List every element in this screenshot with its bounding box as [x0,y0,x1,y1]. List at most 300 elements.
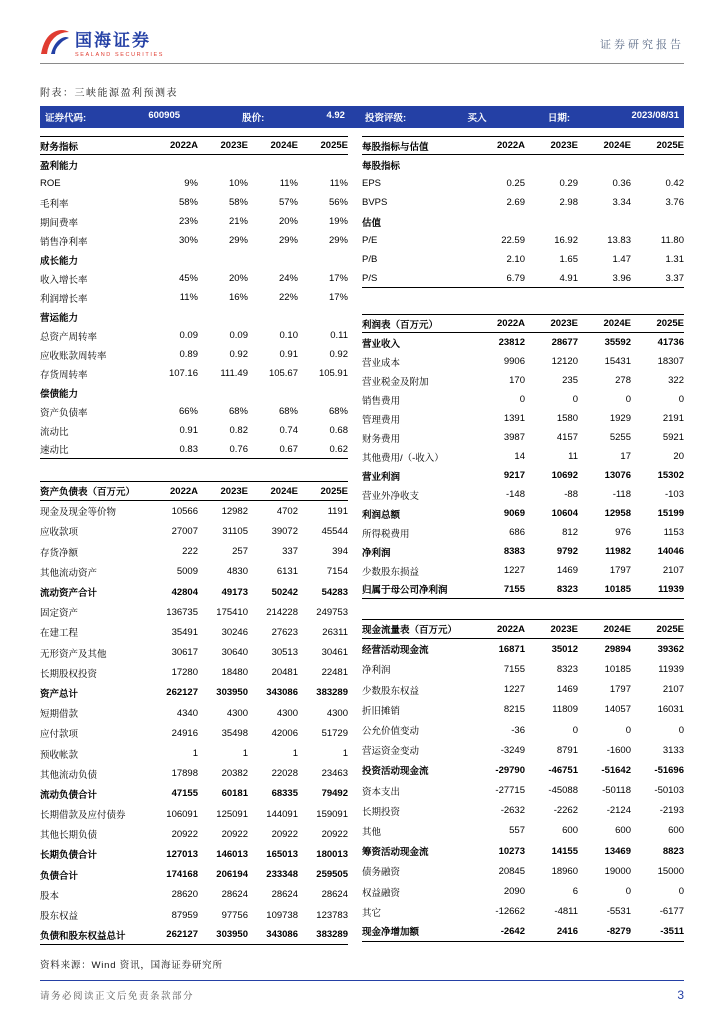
cell-value: -118 [612,489,631,500]
column-header: 2023E [220,485,248,497]
cell-value: 146013 [216,848,248,860]
brand-text [75,26,164,58]
cell-value: 8323 [556,583,578,595]
cell-value: 0 [625,886,631,898]
cell-value: 27007 [171,525,198,537]
row-label: 债务融资 [362,867,401,879]
row-label: P/B [362,254,378,265]
table-row [40,364,348,383]
cell-value: 58% [178,197,198,208]
row-label: 筹资活动现金流 [362,847,429,859]
cell-value: 22481 [321,667,348,679]
column-header: 2022A [497,623,525,635]
row-label: 存货周转率 [40,369,88,381]
row-label: 营业成本 [362,357,401,369]
cell-value: 1797 [609,565,631,576]
cell-value: -46751 [548,764,578,776]
table-row [40,643,348,663]
cell-value: 15431 [604,356,631,367]
cell-value: 11.80 [660,235,684,246]
cell-value: 1929 [609,413,631,424]
cell-value: 27623 [271,626,298,638]
table-row [40,345,348,364]
cell-value: 109738 [266,909,298,921]
row-label: 少数股东损益 [362,566,420,578]
cell-value: 10% [228,178,248,189]
page-footer [40,980,684,1003]
cell-value: 11 [568,451,578,462]
cell-value: 29% [328,235,348,246]
cell-value: 20922 [221,828,248,840]
cell-value: 60181 [221,788,248,800]
cell-value: 15302 [657,470,684,481]
row-label: 每股指标 [362,160,401,172]
cell-value: 13076 [604,470,631,481]
cell-value: -2642 [500,925,525,937]
cell-value: 1469 [556,565,578,576]
cell-value: 28624 [221,889,248,901]
disclaimer-note: 请务必阅读正文后免责条款部分 [40,991,195,1002]
cell-value: -2193 [659,805,684,817]
cell-value: 136735 [166,606,198,618]
cell-value: 3133 [662,744,684,756]
table-header-row [40,481,348,501]
cell-value: 170 [509,375,525,386]
date-value: 2023/08/31 [631,110,679,121]
column-header: 2025E [320,485,348,497]
cell-value: 30461 [321,647,348,659]
cell-value: 180013 [316,848,348,860]
row-label: 权益融资 [362,887,401,899]
stock-price-value: 4.92 [326,110,345,121]
row-label: 期间费率 [40,217,79,229]
row-label: 偿债能力 [40,388,79,400]
cell-value: 0 [678,886,684,898]
row-label: 应收账款周转率 [40,350,107,362]
cell-value: -148 [505,489,525,500]
right-column [362,136,684,971]
cell-value: -2262 [553,805,578,817]
cell-value: 28624 [321,889,348,901]
cell-value: 14057 [604,704,631,716]
cell-value: 24% [278,273,298,284]
row-label: ROE [40,178,61,189]
cell-value: 16031 [657,704,684,716]
column-header: 2025E [656,140,684,151]
cell-value: 3.34 [612,197,631,208]
table-row [362,580,684,599]
cell-value: -88 [564,489,578,500]
cell-value: -3511 [660,925,684,937]
table-row [362,409,684,428]
row-label: 存货净额 [40,547,79,559]
row-label: 折旧摊销 [362,705,401,717]
row-label: 营业利润 [362,471,401,483]
row-label: 长期投资 [362,806,401,818]
cell-value: -2124 [606,805,631,817]
table-row [40,824,348,844]
cell-value: -8279 [606,925,631,937]
table-row [40,288,348,307]
cell-value: 8323 [556,663,578,675]
cell-value: 68% [228,406,248,417]
cell-value: 1 [292,748,298,760]
cell-value: 28624 [271,889,298,901]
brand-logo [40,26,164,58]
table-row [40,562,348,582]
cell-value: 35498 [221,727,248,739]
cell-value: -1600 [606,744,631,756]
cell-value: 337 [282,546,298,558]
table-row [362,193,684,212]
column-header: 2025E [656,623,684,635]
column-header: 2024E [270,140,298,151]
column-header: 2023E [550,318,578,329]
table-row [362,639,684,659]
table-row [362,659,684,679]
cell-value: 3.76 [665,197,684,208]
cell-value: 14 [514,451,525,462]
row-label: 速动比 [40,445,69,456]
cell-value: 0 [625,394,631,405]
table-row [40,326,348,345]
cell-value: -36 [511,724,525,736]
cell-value: 10273 [498,845,525,857]
column-header: 2023E [550,623,578,635]
row-label: 负债和股东权益总计 [40,930,126,942]
table-row [40,622,348,642]
column-header: 2025E [320,140,348,151]
table-row [40,743,348,763]
table-row [40,865,348,885]
cell-value: 7155 [503,663,525,675]
footer-divider [40,980,684,982]
cell-value: 686 [509,527,525,538]
cell-value: 0.42 [665,178,684,189]
row-label: 财务费用 [362,433,401,445]
table-row [40,250,348,269]
table-row [40,925,348,945]
cell-value: 1797 [609,684,631,696]
cell-value: 105.91 [318,368,348,379]
cell-value: 1191 [327,505,348,517]
cell-value: 0.36 [612,178,631,189]
row-label: 少数股东权益 [362,685,420,697]
table-header-row [362,619,684,639]
table-row [362,352,684,371]
date-label: 日期: [547,113,571,124]
cell-value: -29790 [495,764,525,776]
cell-value: -6177 [659,906,684,918]
cell-value: 0.92 [329,349,348,360]
table-row [362,841,684,861]
rating-value: 买入 [467,113,487,124]
cell-value: 0.91 [279,349,298,360]
cell-value: 39362 [657,643,684,655]
cell-value: 4340 [176,707,198,719]
stock-code-value: 600905 [148,110,181,121]
cell-value: 30513 [271,647,298,659]
cell-value: 22.59 [501,235,525,246]
cell-value: 259505 [316,869,348,881]
cell-value: 383289 [316,687,348,699]
table-row [40,582,348,602]
row-label: 营业收入 [362,338,401,350]
row-label: 资产总计 [40,688,79,700]
cell-value: 20922 [271,828,298,840]
column-header: 2024E [603,318,631,329]
row-label: 投资活动现金流 [362,766,429,778]
cell-value: 66% [178,406,198,417]
cell-value: -45088 [548,785,578,797]
cell-value: 12982 [221,505,248,517]
info-bar-left [45,110,345,124]
row-label: 销售净利率 [40,236,88,248]
cell-value: 2107 [662,565,684,576]
cell-value: 20922 [171,828,198,840]
table-row [362,371,684,390]
cell-value: 6131 [276,566,298,578]
table-row [362,561,684,580]
row-label: 营业税金及附加 [362,376,429,388]
cell-value: 257 [232,546,248,558]
cell-value: 9792 [556,546,578,557]
cell-value: 303950 [216,687,248,699]
cell-value: 3.37 [665,272,684,284]
cell-value: 10185 [604,583,631,595]
cash-flow-table [362,619,684,942]
table-row [40,542,348,562]
cell-value: 206194 [216,869,248,881]
row-label: 资本支出 [362,786,401,798]
row-label: P/S [362,272,378,284]
cell-value: 8823 [662,845,684,857]
row-label: 流动负债合计 [40,789,98,801]
page-header [40,26,684,58]
cell-value: 15000 [657,865,684,877]
stock-price-label: 股价: [242,113,265,124]
cell-value: 58% [228,197,248,208]
cell-value: 2.69 [506,197,525,208]
cell-value: 87959 [171,909,198,921]
stock-code-label: 证券代码: [45,113,87,124]
row-label: 股东权益 [40,911,79,923]
table-row [362,740,684,760]
per-share-valuation-table [362,136,684,288]
cell-value: 5921 [662,432,684,443]
cell-value: 0.67 [279,443,298,455]
cell-value: 35592 [604,337,631,348]
cell-value: 11% [329,178,348,189]
cell-value: 20 [673,451,684,462]
cell-value: 16.92 [554,235,578,246]
cell-value: 235 [562,375,578,386]
table-row [40,402,348,421]
cell-value: 1391 [503,413,525,424]
cell-value: -50118 [602,785,631,797]
cell-value: 50242 [271,586,298,598]
cell-value: 4157 [556,432,578,443]
column-header: 2022A [497,140,525,151]
cell-value: 15199 [657,508,684,519]
table-row [362,447,684,466]
table-row [362,680,684,700]
rating-label: 投资评级: [365,113,407,124]
cell-value: 5009 [176,566,198,578]
table-row [40,602,348,622]
cell-value: 7155 [503,583,525,595]
table-header-row [362,136,684,155]
row-label: 长期股权投资 [40,668,98,680]
table-row [40,885,348,905]
row-label: 其他流动负债 [40,769,98,781]
table-row [40,723,348,743]
table-row [362,720,684,740]
cell-value: 24916 [171,727,198,739]
page-number: 3 [677,988,684,1002]
cell-value: -51696 [654,764,684,776]
cell-value: 6.79 [506,272,525,284]
table-row [40,764,348,784]
cell-value: -103 [664,489,684,500]
cell-value: 278 [615,375,631,386]
table-title: 每股指标与估值 [362,141,429,153]
cell-value: 45544 [321,525,348,537]
row-label: 现金净增加额 [362,927,420,939]
cell-value: -51642 [601,764,631,776]
row-label: 资产负债率 [40,407,88,419]
cell-value: 10185 [604,663,631,675]
cell-value: 68335 [271,788,298,800]
table-row [362,428,684,447]
table-row [362,174,684,193]
cell-value: 175410 [216,606,248,618]
table-row [40,307,348,326]
cell-value: 0.83 [179,443,198,455]
cell-value: 6 [572,886,578,898]
cell-value: 30640 [221,647,248,659]
cell-value: 23% [178,216,198,227]
cell-value: 28677 [551,337,578,348]
column-header: 2022A [497,318,525,329]
brand-logo-icon [40,29,70,55]
cell-value: 16871 [498,643,525,655]
cell-value: 11939 [658,583,684,595]
table-row [40,174,348,193]
column-header: 2025E [656,318,684,329]
row-label: 收入增长率 [40,274,88,286]
cell-value: 600 [615,825,631,837]
cell-value: 1.31 [665,254,684,265]
cell-value: 10566 [171,505,198,517]
cell-value: -27715 [495,785,525,797]
cell-value: 11% [179,292,198,303]
cell-value: 322 [668,375,684,386]
row-label: 长期负债合计 [40,850,98,862]
cell-value: 159091 [316,808,348,820]
column-header: 2022A [170,485,198,497]
cell-value: -2632 [500,805,525,817]
cell-value: 0 [519,394,525,405]
cell-value: 4.91 [559,272,578,284]
row-label: 其他费用/（-收入） [362,452,444,464]
cell-value: 0.74 [279,425,298,436]
row-label: 管理费用 [362,414,401,426]
cell-value: 0.76 [229,443,248,455]
row-label: 应付款项 [40,729,79,741]
row-label: 长期借款及应付债券 [40,810,126,822]
cell-value: -4811 [554,906,578,918]
cell-value: -3249 [500,744,525,756]
table-row [362,485,684,504]
cell-value: 39072 [271,525,298,537]
balance-sheet-table [40,481,348,945]
table-row [40,784,348,804]
table-caption: 附表：三峡能源盈利预测表 [40,88,178,99]
cell-value: 9906 [503,356,525,367]
table-title: 财务指标 [40,141,79,153]
cell-value: 47155 [171,788,198,800]
row-label: 其它 [362,907,382,919]
cell-value: 13469 [604,845,631,857]
table-title: 利润表（百万元） [362,319,439,331]
cell-value: 1580 [556,413,578,424]
table-row [362,523,684,542]
table-row [362,902,684,922]
table-row [362,504,684,523]
cell-value: 111.49 [220,368,248,379]
cell-value: 29894 [604,643,631,655]
cell-value: 4300 [226,707,248,719]
cell-value: -12662 [495,906,525,918]
cell-value: 35012 [551,643,578,655]
table-row [362,781,684,801]
cell-value: 28620 [171,889,198,901]
cell-value: 4300 [276,707,298,719]
cell-value: 18960 [551,865,578,877]
cell-value: 54283 [321,586,348,598]
cell-value: 20% [278,216,298,227]
cell-value: 17% [328,292,348,303]
row-label: 盈利能力 [40,160,79,172]
cell-value: 17 [620,451,631,462]
cell-value: 0.68 [329,425,348,436]
row-label: 公允价值变动 [362,726,420,738]
cell-value: 8215 [503,704,525,716]
table-row [40,440,348,459]
table-row [362,333,684,352]
cell-value: 56% [328,197,348,208]
cell-value: 17280 [171,667,198,679]
table-row [40,155,348,174]
cell-value: 262127 [166,929,198,941]
cell-value: 343086 [266,687,298,699]
table-title: 现金流量表（百万元） [362,625,458,637]
cell-value: 0 [678,394,684,405]
row-label: 无形资产及其他 [40,648,107,660]
cell-value: 262127 [166,687,198,699]
table-header-row [40,136,348,155]
cell-value: -5531 [606,906,631,918]
table-row [40,193,348,212]
row-label: 总资产周转率 [40,331,98,343]
source-note: 资料来源：Wind 资讯，国海证券研究所 [40,960,223,972]
cell-value: 13.83 [607,235,631,246]
cell-value: 343086 [266,929,298,941]
row-label: 经营活动现金流 [362,645,429,657]
table-row [40,212,348,231]
row-label: 预收帐款 [40,749,79,761]
